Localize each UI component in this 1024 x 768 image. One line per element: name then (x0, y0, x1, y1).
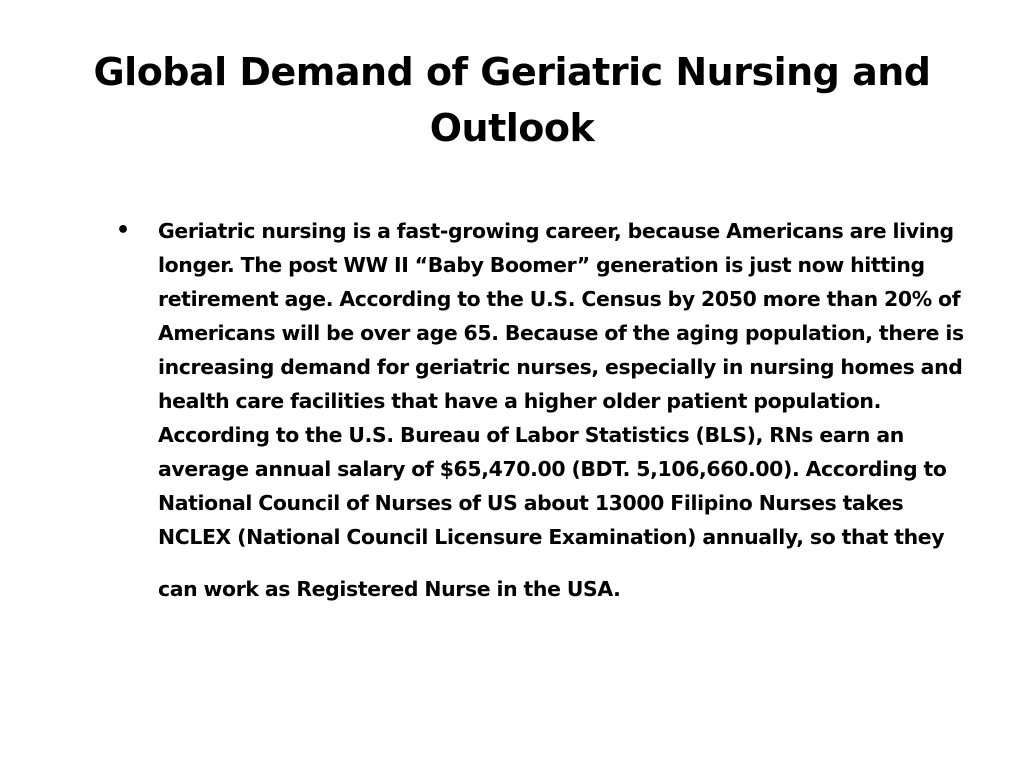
bullet-text (158, 214, 1012, 606)
bullet-line: According to the U.S. Bureau of Labor Statistics (BLS), RNs earn an (158, 423, 904, 447)
bullet-line: health care facilities that have a higher older patient population. (158, 389, 881, 413)
bullet-marker: • (116, 218, 131, 243)
bullet-line: can work as Registered Nurse in the USA. (158, 577, 621, 601)
bullet-line: NCLEX (National Council Licensure Examination) annually, so that they (158, 525, 945, 549)
slide-title: Global Demand of Geriatric Nursing and Outlook (93, 50, 931, 150)
bullet-line: increasing demand for geriatric nurses, especially in nursing homes and (158, 355, 963, 379)
bullet-list (112, 214, 1012, 606)
bullet-line: Americans will be over age 65. Because of the aging population, there is (158, 321, 964, 345)
bullet-line: longer. The post WW II “Baby Boomer” generation is just now hitting (158, 253, 925, 277)
bullet-line: Geriatric nursing is a fast-growing career, because Americans are living (158, 219, 954, 243)
bullet-line: retirement age. According to the U.S. Census by 2050 more than 20% of (158, 287, 961, 311)
bullet-item (112, 214, 1012, 606)
bullet-line: National Council of Nurses of US about 13000 Filipino Nurses takes (158, 491, 904, 515)
bullet-line: average annual salary of $65,470.00 (BDT. 5,106,660.00). According to (158, 457, 947, 481)
